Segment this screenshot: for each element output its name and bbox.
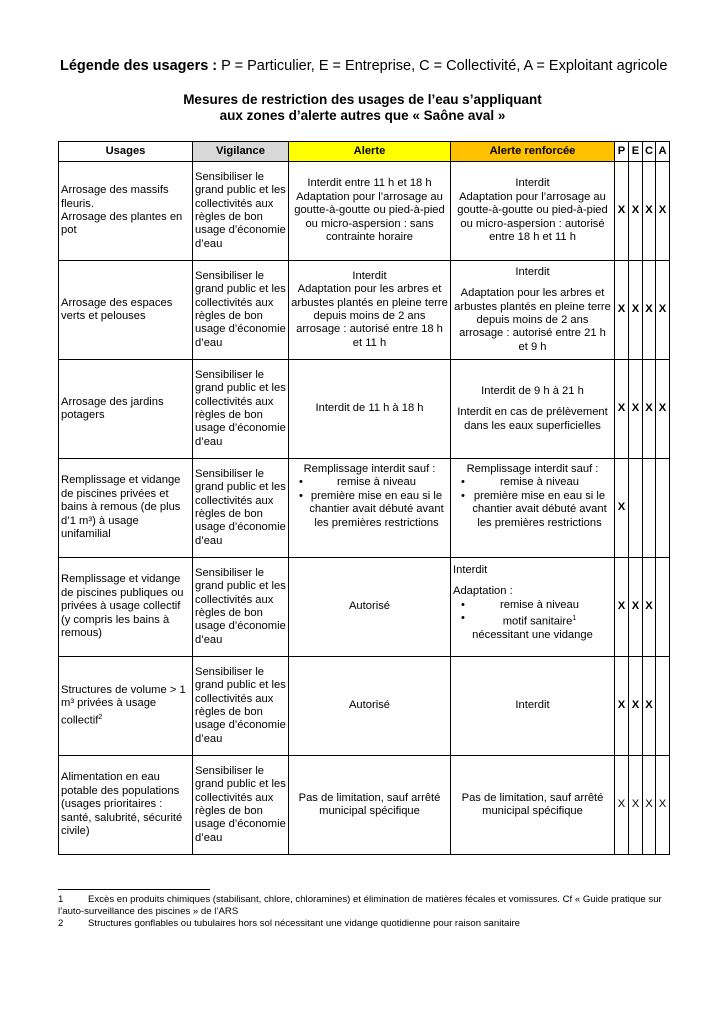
list-item-text: motif sanitaire (502, 615, 573, 628)
table-row (59, 558, 670, 657)
alerte-text: Interdit Adaptation pour les arbres et arbustes plantés en pleine terre depuis moins de 2 ans arrosage : autorisé entre 18 h et 11 h (291, 269, 448, 349)
a-mark (656, 558, 670, 657)
alerte-cell: Autorisé (289, 558, 451, 657)
renforcee-tail: nécessitant une vidange (472, 629, 593, 642)
header-c: C (643, 142, 656, 162)
list-item: • remise à niveau (291, 476, 448, 489)
renforcee-cell (451, 162, 615, 261)
renforcee-intro: Remplissage interdit sauf : (466, 463, 599, 475)
header-a: A (656, 142, 670, 162)
renforcee-cell: Interdit (451, 657, 615, 756)
renforcee-adaptation: Adaptation : (453, 585, 513, 598)
footnote-divider (58, 889, 210, 890)
table-header-row (59, 142, 670, 162)
footnote-1 (58, 894, 670, 918)
c-mark: X (643, 657, 656, 756)
p-mark: X (615, 558, 629, 657)
e-mark: X (629, 162, 643, 261)
footnote-ref: 1 (572, 615, 577, 623)
e-mark: X (629, 558, 643, 657)
c-mark: X (643, 360, 656, 459)
list-item: • remise à niveau (453, 476, 612, 489)
table-row (59, 459, 670, 558)
renforcee-list (453, 599, 612, 630)
usage-cell: Remplissage et vidange de piscines publiques ou privées à usage collectif (y compris les bains à remous) (59, 558, 193, 657)
e-mark: X (629, 756, 643, 855)
renforcee-status: Interdit (515, 265, 550, 278)
usage-cell: Alimentation en eau potable des populations (usages prioritaires : santé, salubrité, sécurité civile) (59, 756, 193, 855)
user-legend (60, 58, 667, 74)
a-mark: X (656, 360, 670, 459)
usage-text: Arrosage des massifs fleuris. Arrosage des plantes en pot (61, 184, 183, 237)
vigilance-cell: Sensibiliser le grand public et les collectivités aux règles de bon usage d’économie d’eau (193, 459, 289, 558)
title-line-1: Mesures de restriction des usages de l’eau s’appliquant (183, 92, 542, 107)
header-vigilance: Vigilance (193, 142, 289, 162)
alerte-text: Interdit entre 11 h et 18 h Adaptation pour l’arrosage au goutte-à-goutte ou pied-à-pied ou micro-aspersion : sans contrainte horaire (294, 177, 445, 244)
e-mark (629, 459, 643, 558)
e-mark: X (629, 261, 643, 360)
footnote-2 (58, 918, 670, 930)
c-mark: X (643, 162, 656, 261)
footnote-text: Excès en produits chimiques (stabilisant, chlore, chloramines) et élimination de matières fécales et vomissures. Cf « Guide pratique sur l’auto-surveillance des piscines » de l’ARS (58, 894, 662, 917)
a-mark: X (656, 162, 670, 261)
footnote-text: Structures gonflables ou tubulaires hors sol nécessitant une vidange quotidienne pour raison sanitaire (88, 918, 520, 929)
a-mark (656, 657, 670, 756)
table-row (59, 756, 670, 855)
footnote-number: 1 (58, 894, 64, 905)
renforcee-status: Interdit (453, 564, 488, 576)
renforcee-detail: Adaptation pour les arbres et arbustes plantés en pleine terre depuis moins de 2 ans arrosage : autorisé entre 21 h et 9 h (454, 287, 611, 353)
p-mark: X (615, 657, 629, 756)
table-row (59, 657, 670, 756)
vigilance-cell: Sensibiliser le grand public et les collectivités aux règles de bon usage d’économie d’eau (193, 360, 289, 459)
renforcee-cell (451, 360, 615, 459)
usage-cell: Remplissage et vidange de piscines privées et bains à remous (de plus d’1 m³) à usage unifamilial (59, 459, 193, 558)
p-mark: X (615, 360, 629, 459)
renforcee-status: Interdit de 9 h à 21 h (481, 384, 584, 397)
renforcee-cell: Pas de limitation, sauf arrêté municipal spécifique (451, 756, 615, 855)
legend-text: P = Particulier, E = Entreprise, C = Collectivité, A = Exploitant agricole (217, 58, 668, 74)
p-mark: X (615, 756, 629, 855)
usage-text: Structures de volume > 1 m³ privées à usage collectif (61, 684, 186, 727)
e-mark: X (629, 657, 643, 756)
title-line-2: aux zones d’alerte autres que « Saône aval » (219, 108, 506, 123)
c-mark: X (643, 756, 656, 855)
footnote-ref: 2 (98, 713, 103, 721)
table-row (59, 261, 670, 360)
usage-cell (59, 657, 193, 756)
header-e: E (629, 142, 643, 162)
header-alerte-renforcee: Alerte renforcée (451, 142, 615, 162)
alerte-cell: Interdit de 11 h à 18 h (289, 360, 451, 459)
header-usages: Usages (59, 142, 193, 162)
usage-cell: Arrosage des espaces verts et pelouses (59, 261, 193, 360)
legend-label: Légende des usagers : (60, 58, 218, 74)
vigilance-cell: Sensibiliser le grand public et les collectivités aux règles de bon usage d’économie d’eau (193, 261, 289, 360)
vigilance-cell: Sensibiliser le grand public et les collectivités aux règles de bon usage d’économie d’eau (193, 756, 289, 855)
renforcee-cell (451, 261, 615, 360)
p-mark: X (615, 162, 629, 261)
c-mark (643, 459, 656, 558)
renforcee-list (453, 476, 612, 530)
list-item: • première mise en eau si le chantier avait débuté avant les premières restrictions (291, 490, 448, 530)
vigilance-cell: Sensibiliser le grand public et les collectivités aux règles de bon usage d’économie d’eau (193, 162, 289, 261)
e-mark: X (629, 360, 643, 459)
alerte-cell (289, 459, 451, 558)
a-mark (656, 459, 670, 558)
footnote-number: 2 (58, 918, 64, 929)
alerte-cell: Pas de limitation, sauf arrêté municipal spécifique (289, 756, 451, 855)
list-item: • première mise en eau si le chantier avait débuté avant les premières restrictions (453, 490, 612, 530)
p-mark: X (615, 459, 629, 558)
page-title (0, 92, 725, 124)
table-row (59, 162, 670, 261)
list-item (453, 612, 612, 629)
table-row (59, 360, 670, 459)
alerte-cell: Autorisé (289, 657, 451, 756)
list-item (453, 599, 612, 612)
a-mark: X (656, 261, 670, 360)
p-mark: X (615, 261, 629, 360)
alerte-list (291, 476, 448, 530)
renforcee-text: Interdit Adaptation pour l’arrosage au goutte-à-goutte ou pied-à-pied ou micro-aspersion : autorisé entre 18 h et 11 h (457, 177, 608, 244)
usage-cell: Arrosage des jardins potagers (59, 360, 193, 459)
renforcee-cell (451, 558, 615, 657)
c-mark: X (643, 261, 656, 360)
vigilance-cell: Sensibiliser le grand public et les collectivités aux règles de bon usage d’économie d’eau (193, 558, 289, 657)
c-mark: X (643, 558, 656, 657)
renforcee-cell (451, 459, 615, 558)
restriction-table (58, 141, 670, 855)
alerte-cell (289, 261, 451, 360)
usage-cell (59, 162, 193, 261)
a-mark: X (656, 756, 670, 855)
alerte-cell (289, 162, 451, 261)
header-p: P (615, 142, 629, 162)
alerte-intro: Remplissage interdit sauf : (303, 463, 436, 475)
header-alerte: Alerte (289, 142, 451, 162)
renforcee-detail: Interdit en cas de prélèvement dans les eaux superficielles (457, 406, 608, 432)
vigilance-cell: Sensibiliser le grand public et les collectivités aux règles de bon usage d’économie d’eau (193, 657, 289, 756)
list-item-text: remise à niveau (500, 598, 579, 611)
